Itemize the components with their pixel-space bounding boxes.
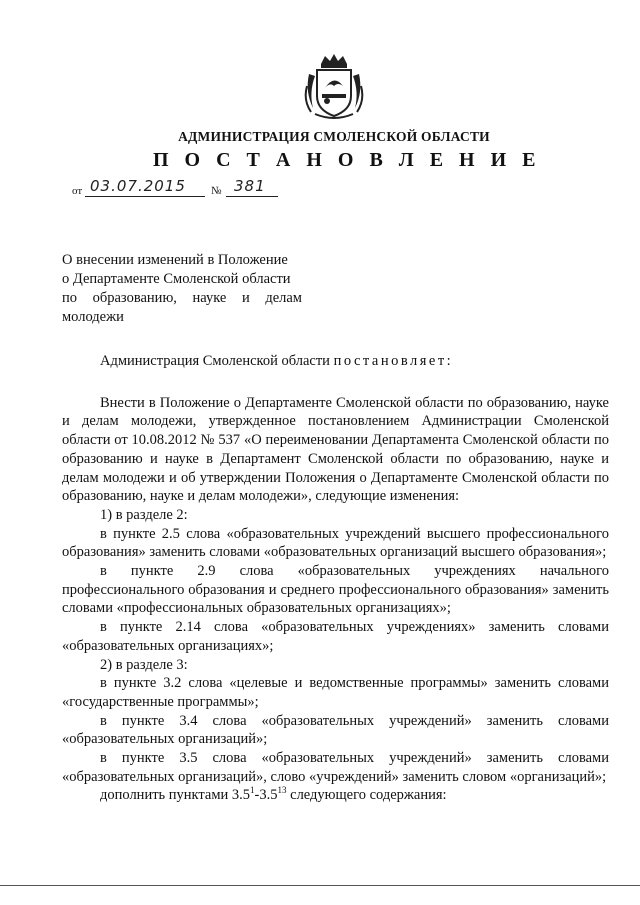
subject-line: молодежи <box>62 309 124 325</box>
handwritten-number: 381 <box>234 177 266 195</box>
section-heading: 2) в разделе 3: <box>100 656 188 673</box>
coat-of-arms-emblem <box>303 52 365 122</box>
organization-title: АДМИНИСТРАЦИЯ СМОЛЕНСКОЙ ОБЛАСТИ <box>178 129 490 144</box>
amendment-item <box>62 786 609 805</box>
superscript-index: 1 <box>250 785 255 796</box>
section-heading: 1) в разделе 2: <box>100 506 188 523</box>
date-number-line <box>72 177 372 201</box>
item-text: -3.5 <box>254 787 278 804</box>
amendment-item: в пункте 2.5 слова «образовательных учреждений высшего профессионального образования» заменить словами «образовательных организаций высшего образования»; <box>62 525 609 561</box>
superscript-index: 13 <box>277 785 287 796</box>
subject-line: О внесении изменений в Положение <box>62 252 288 268</box>
document-subject <box>62 251 302 327</box>
page-bottom-edge <box>0 885 640 886</box>
subject-line: о Департаменте Смоленской области <box>62 271 291 287</box>
amendment-item: в пункте 3.2 слова «целевые и ведомственные программы» заменить словами «государственные программы»; <box>62 675 609 710</box>
item-text: дополнить пунктами 3.5 <box>100 787 251 804</box>
subject-line: по образованию, науке и делам <box>62 290 302 306</box>
main-paragraph: Внести в Положение о Департаменте Смоленской области по образованию, науке и делам молодежи, утвержденное постановлением Администрации Смоленской области от 10.08.2012 № 537 «О переименовании Департамента Смоленской области по образованию и науке в Департамент Смоленской области по образованию, науке и делам молодежи и об утверждении Положения о Департаменте Смоленской области по образованию, науке и делам молодежи», следующие изменения: <box>62 394 609 505</box>
number-underline <box>226 196 278 197</box>
item-text: следующего содержания: <box>286 787 447 804</box>
document-type-title: П О С Т А Н О В Л Е Н И Е <box>153 149 541 171</box>
amendment-item: в пункте 3.5 слова «образовательных учреждений» заменить словами «образовательных организаций», слово «учреждений» заменить словом «организаций»; <box>62 750 609 785</box>
number-prefix-label: № <box>211 185 222 197</box>
handwritten-date: 03.07.2015 <box>90 177 186 195</box>
amendment-item: в пункте 2.9 слова «образовательных учреждениях начального профессионального образования и среднего профессионального образования» заменить словами «профессиональных образовательных организациях»; <box>62 563 609 617</box>
intro-text: Администрация Смоленской области <box>100 353 334 369</box>
document-body <box>62 352 609 805</box>
amendment-item: в пункте 2.14 слова «образовательных учреждениях» заменить словами «образовательных организациях»; <box>62 619 609 654</box>
date-underline <box>85 196 205 197</box>
intro-resolves-word: постановляет: <box>333 353 454 369</box>
intro-paragraph <box>62 352 609 371</box>
amendment-item: в пункте 3.4 слова «образовательных учреждений» заменить словами «образовательных организаций»; <box>62 712 609 748</box>
date-prefix-label: от <box>72 185 83 197</box>
